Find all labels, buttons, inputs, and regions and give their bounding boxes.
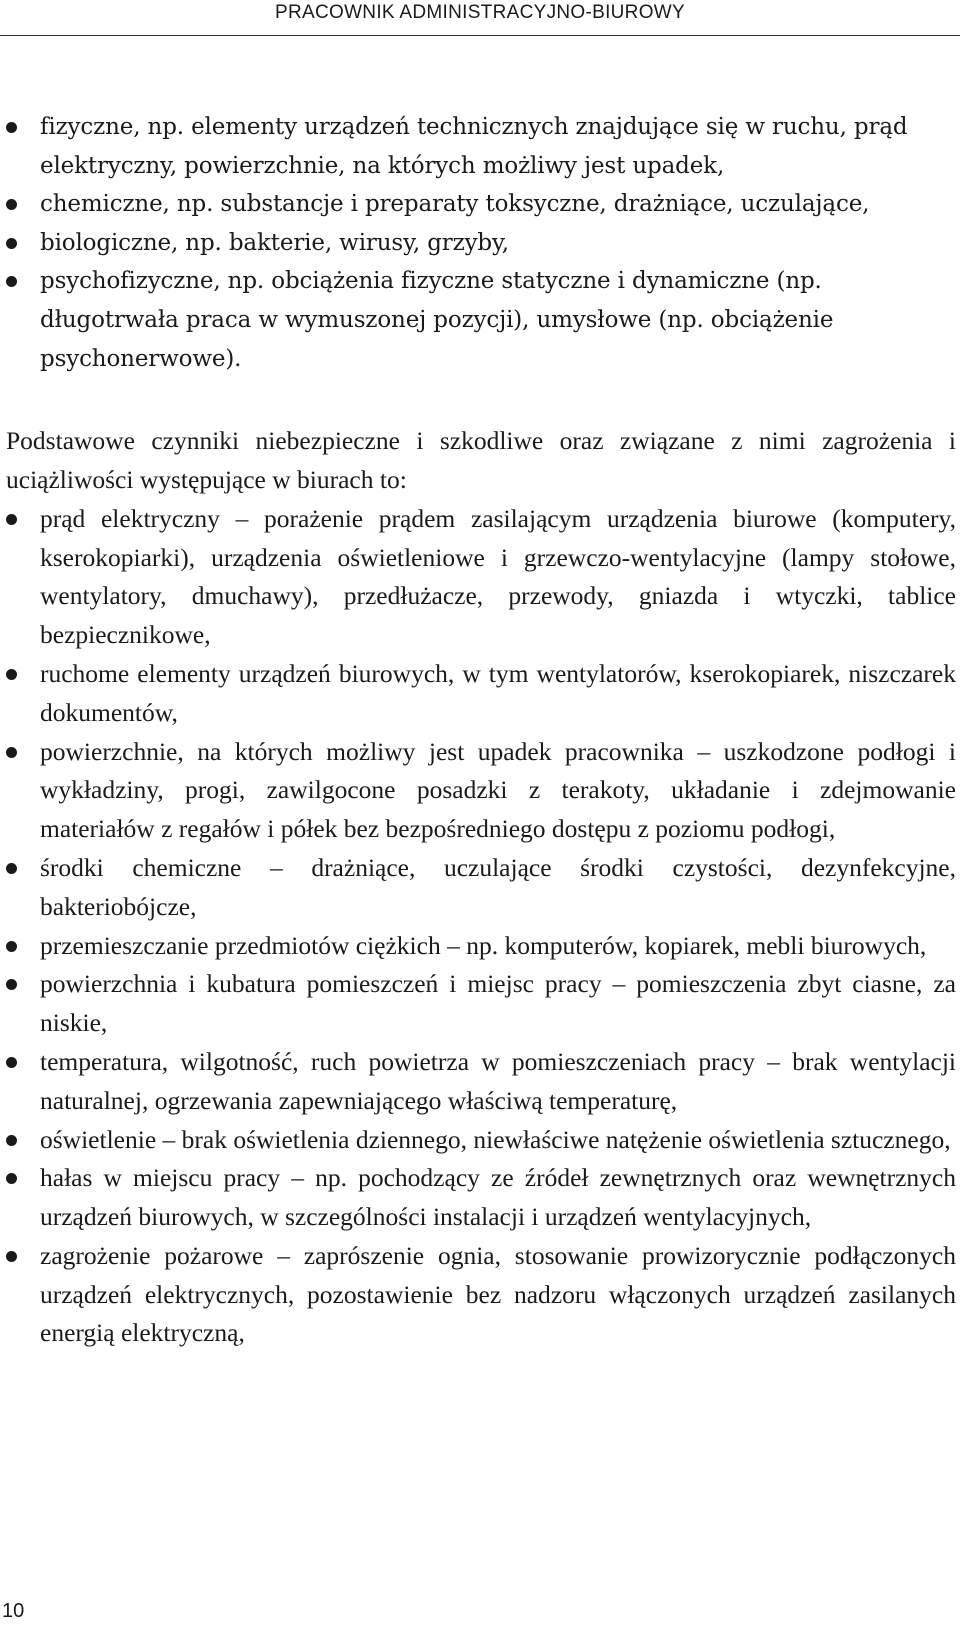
list-item-text: temperatura, wilgotność, ruch powietrza w pomieszczeniach pracy – brak wentylacji naturalnej, ogrzewania zapewniającego właściwą temperaturę, [40, 1046, 956, 1115]
list-item [6, 1121, 956, 1160]
list-item-text: powierzchnie, na których możliwy jest upadek pracownika – uszkodzone podłogi i wykładziny, progi, zawilgocone posadzki z terakoty, układanie i zdejmowanie materiałów z regałów i półek bez bezpośredniego dostępu z poziomu podłogi, [40, 736, 956, 844]
list-item-text: prąd elektryczny – porażenie prądem zasilającym urządzenia biurowe (komputery, kserokopiarki), urządzenia oświetleniowe i grzewczo-wentylacyjne (lampy stołowe, wentylatory, dmuchawy), przedłużacze, przewody, gniazda i wtyczki, tablice bezpiecznikowe, [40, 503, 956, 650]
bullet-icon [6, 941, 17, 952]
list-item-text: przemieszczanie przedmiotów ciężkich – np. komputerów, kopiarek, mebli biurowych, [40, 930, 927, 960]
page-number: 10 [2, 1600, 25, 1622]
bullet-icon [6, 863, 17, 874]
list-item [6, 185, 956, 224]
list-item [6, 224, 956, 263]
bullet-icon [6, 1173, 17, 1184]
list-item-text: hałas w miejscu pracy – np. pochodzący ze źródeł zewnętrznych oraz wewnętrznych urządzeń biurowych, w szczególności instalacji i urządzeń wentylacyjnych, [40, 1163, 956, 1232]
list-item [6, 500, 956, 655]
list-item [6, 1043, 956, 1121]
list-item [6, 927, 956, 966]
hazard-category-list [6, 108, 956, 378]
office-hazard-list [6, 500, 956, 1354]
bullet-icon [6, 199, 17, 210]
list-item [6, 1159, 956, 1237]
list-item-text: ruchome elementy urządzeń biurowych, w tym wentylatorów, kserokopiarek, niszczarek dokumentów, [40, 658, 956, 727]
list-item [6, 108, 956, 185]
list-item-text: oświetlenie – brak oświetlenia dziennego, niewłaściwe natężenie oświetlenia sztucznego, [40, 1124, 951, 1154]
bullet-icon [6, 276, 17, 287]
list-item-text: środki chemiczne – drażniące, uczulające środki czystości, dezynfekcyjne, bakteriobójcze, [40, 852, 956, 921]
page-body [6, 108, 956, 1353]
running-header [0, 0, 960, 36]
bullet-icon [6, 122, 17, 133]
running-title: PRACOWNIK ADMINISTRACYJNO-BIUROWY [275, 2, 685, 23]
bullet-icon [6, 238, 17, 249]
list-item [6, 849, 956, 927]
bullet-icon [6, 669, 17, 680]
list-item-text: zagrożenie pożarowe – zaprószenie ognia, stosowanie prowizorycznie podłączonych urządzeń elektrycznych, pozostawienie bez nadzoru włączonych urządzeń zasilanych energią elektryczną, [40, 1240, 956, 1348]
bullet-icon [6, 1251, 17, 1262]
list-item [6, 733, 956, 849]
list-item [6, 655, 956, 733]
list-item [6, 1237, 956, 1353]
list-item-text: biologiczne, np. bakterie, wirusy, grzyby, [40, 229, 509, 256]
list-item-text: chemiczne, np. substancje i preparaty toksyczne, drażniące, uczulające, [40, 191, 870, 218]
list-item-text: powierzchnia i kubatura pomieszczeń i miejsc pracy – pomieszczenia zbyt ciasne, za niskie, [40, 969, 956, 1038]
bullet-icon [6, 1057, 17, 1068]
list-item-text: psychofizyczne, np. obciążenia fizyczne statyczne i dynamiczne (np. długotrwała praca w wymuszonej pozycji), umysłowe (np. obciążenie psychonerwowe). [40, 268, 834, 372]
list-item [6, 262, 956, 378]
bullet-icon [6, 747, 17, 758]
bullet-icon [6, 979, 17, 990]
bullet-icon [6, 1135, 17, 1146]
intro-paragraph: Podstawowe czynniki niebezpieczne i szkodliwe oraz związane z nimi zagrożenia i uciążliwości występujące w biurach to: [6, 426, 956, 494]
list-item [6, 965, 956, 1043]
list-item-text: fizyczne, np. elementy urządzeń technicznych znajdujące się w ruchu, prąd elektryczny, powierzchnie, na których możliwy jest upadek, [40, 114, 908, 179]
bullet-icon [6, 514, 17, 525]
